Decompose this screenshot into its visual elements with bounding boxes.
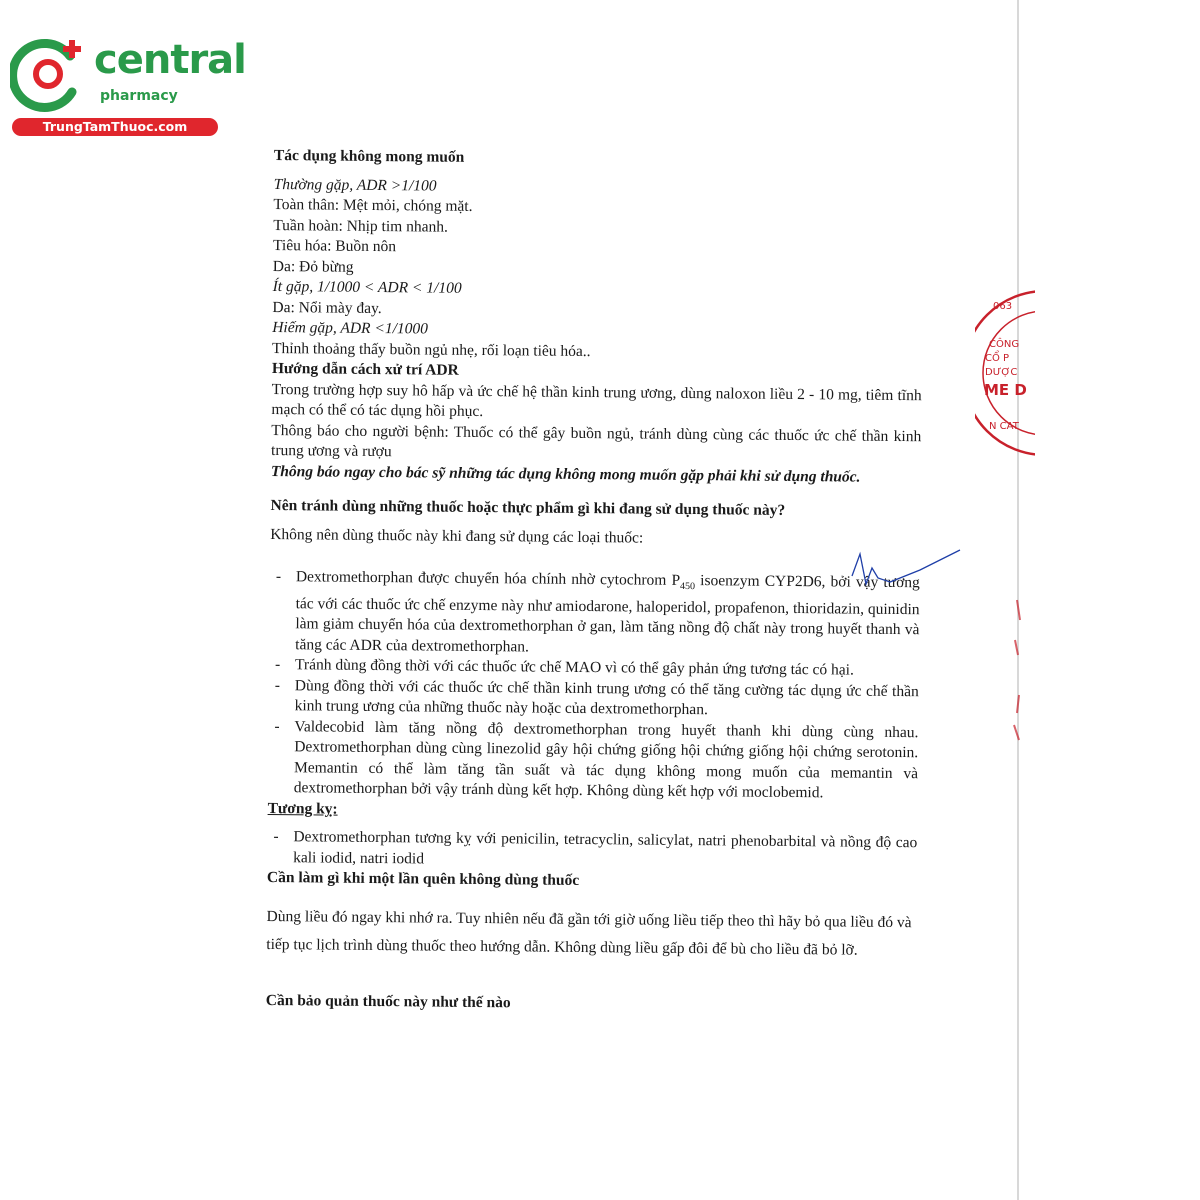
- adr-rare-item: Thỉnh thoảng thấy buồn ngủ nhẹ, rối loạn tiêu hóa..: [271, 339, 591, 360]
- interaction-list: [268, 567, 920, 805]
- adr-rare-label: Hiếm gặp, ADR <1/1000: [272, 318, 429, 338]
- pharmacy-cross-logo-icon: [10, 36, 94, 116]
- list-item: - Tránh dùng đồng thời với các thuốc ức chế MAO vì có thể gây phản ứng tương tác có hại.: [269, 655, 919, 682]
- logo-brand-text: central: [94, 37, 246, 83]
- management-paragraph: Thông báo cho người bệnh: Thuốc có thể gây buồn ngủ, tránh dùng cùng các thuốc ức chế thần kinh trung ương và rượu: [270, 421, 922, 461]
- adr-common-item: Da: Đỏ bừng: [272, 257, 354, 276]
- missed-dose-paragraph: Dùng liều đó ngay khi nhớ ra. Tuy nhiên nếu đã gần tới giờ uống liều tiếp theo thì hãy bỏ qua liều đó và tiếp tục lịch trình dùng thuốc theo hướng dẫn. Không dùng liều gấp đôi để bù cho liều đã bỏ lỡ.: [266, 907, 912, 959]
- list-item: - Valdecobid làm tăng nồng độ dextromethorphan trong huyết thanh khi dùng cùng nhau. Dextromethorphan dùng cùng linezolid gây hội chứng giống hội chứng giống hội chứng serotonin. Memantin có thể làm tăng tần suất và tác dụng không mong muốn của memantin và dextromethorphan bởi vậy tránh dùng kết hợp. Không dùng kết hợp với moclobemid.: [268, 717, 919, 805]
- logo-site-banner: TrungTamThuoc.com: [12, 118, 218, 136]
- list-item: - Dùng đồng thời với các thuốc ức chế thần kinh trung ương có thể tăng cường tác dụng ức chế thần kinh trung ương của những thuốc này hoặc của dextromethorphan.: [269, 676, 919, 723]
- section-title-missed-dose: Cần làm gì khi một lần quên không dùng thuốc: [266, 869, 580, 890]
- section-title-storage: Cần bảo quản thuốc này như thế nào: [265, 991, 511, 1011]
- adr-common-item: Toàn thân: Mệt mỏi, chóng mặt.: [273, 195, 473, 215]
- section-title-incompatibility: Tương kỵ:: [267, 799, 338, 818]
- avoid-intro: Không nên dùng thuốc này khi đang sử dụng các loại thuốc:: [270, 525, 644, 547]
- incompatibility-list: [267, 827, 917, 874]
- company-stamp: [975, 285, 1035, 460]
- central-pharmacy-logo[interactable]: [10, 36, 246, 136]
- adr-uncommon-label: Ít gặp, 1/1000 < ADR < 1/100: [272, 277, 462, 297]
- management-paragraph: Trong trường hợp suy hô hấp và ức chế hệ thần kinh trung ương, dùng naloxon liều 2 - 10 mg, tiêm tĩnh mạch có thể có tác dụng hồi phục.: [271, 380, 922, 421]
- list-item: - Dextromethorphan được chuyển hóa chính nhờ cytochrom $P_{450}$ isoenzym CYP2D6, bởi vậy tương tác với các thuốc ức chế enzyme này như amiodarone, haloperidol, propafenon, thioridazin, quinidin làm giảm chuyển hóa của dextromethorphan ở gan, làm tăng nồng độ chất này trong huyết thanh và tăng các ADR của dextromethorphan.: [269, 567, 920, 661]
- document-page: [266, 146, 924, 1017]
- notify-doctor-note: Thông báo ngay cho bác sỹ những tác dụng không mong muốn gặp phải khi sử dụng thuốc.: [270, 462, 861, 486]
- logo-sub-text: pharmacy: [100, 88, 178, 104]
- svg-text:063: 063: [993, 301, 1013, 312]
- list-item: - Dextromethorphan tương kỵ với penicilin, tetracyclin, salicylat, natri phenobarbital và nồng độ cao kali iodid, natri iodid: [267, 827, 917, 874]
- svg-text:CÔNG: CÔNG: [989, 339, 1020, 350]
- adr-uncommon-item: Da: Nổi mày đay.: [272, 298, 382, 317]
- section-title-adr: Tác dụng không mong muốn: [273, 146, 465, 166]
- stamp-edge-marks: [1005, 595, 1025, 745]
- adr-common-label: Thường gặp, ADR >1/100: [273, 175, 437, 195]
- svg-text:ME D: ME D: [984, 381, 1027, 399]
- adr-common-item: Tiêu hóa: Buồn nôn: [272, 236, 397, 256]
- section-title-avoid: Nên tránh dùng những thuốc hoặc thực phẩm gì khi đang sử dụng thuốc này?: [270, 496, 786, 519]
- signature-mark: [850, 548, 965, 593]
- section-title-management: Hướng dẫn cách xử trí ADR: [271, 359, 459, 379]
- svg-text:CỔ P: CỔ P: [985, 353, 1010, 364]
- adr-common-item: Tuần hoàn: Nhịp tim nhanh.: [273, 216, 448, 236]
- svg-text:DƯỢC: DƯỢC: [985, 367, 1018, 378]
- svg-text:N CAT: N CAT: [989, 421, 1019, 432]
